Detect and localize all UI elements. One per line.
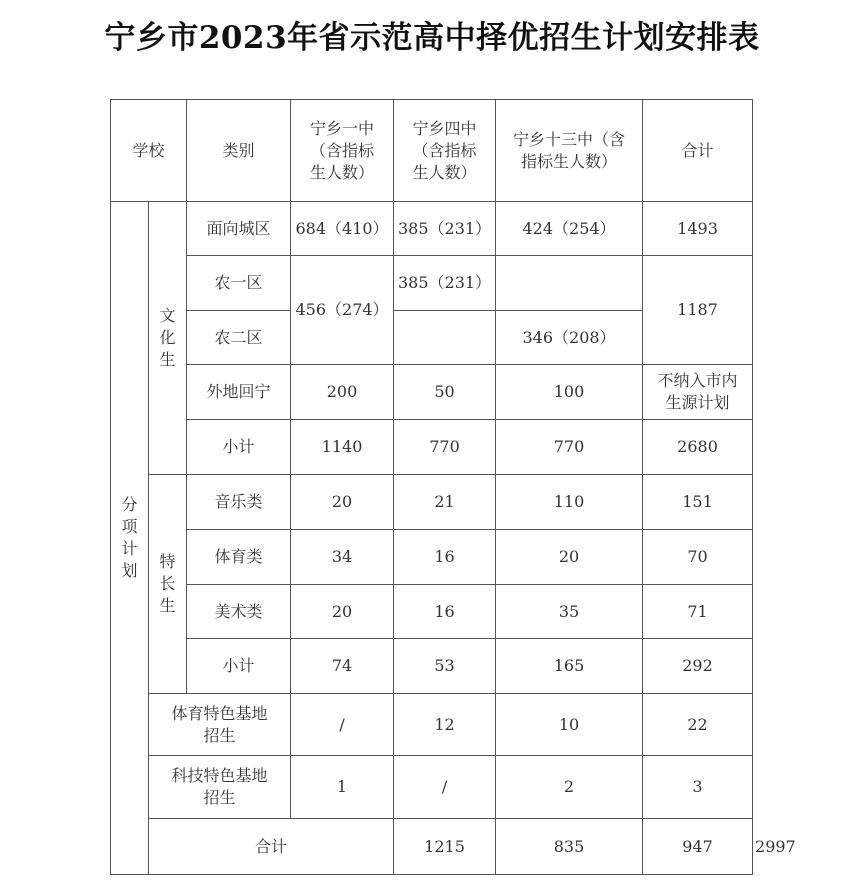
group-culture-char: 生 bbox=[159, 350, 176, 369]
row-label-subtotal: 小计 bbox=[187, 639, 291, 694]
cell-value: 50 bbox=[394, 365, 496, 420]
page-title: 宁乡市2023年省示范高中择优招生计划安排表 bbox=[104, 20, 760, 56]
header-ningxiang-4: 宁乡四中（含指标生人数） bbox=[394, 100, 496, 202]
cell-total: 2680 bbox=[643, 420, 753, 475]
cell-value: 74 bbox=[291, 639, 394, 694]
cell-total: 1493 bbox=[643, 202, 753, 256]
cell-total: 3 bbox=[643, 756, 753, 819]
group-specialty-char: 生 bbox=[159, 596, 176, 615]
cell-total-note: 不纳入市内生源计划 bbox=[643, 365, 753, 420]
group-culture-char: 文 bbox=[159, 306, 176, 325]
table-row bbox=[111, 256, 753, 311]
cell-value-nong-merged: 456（274） bbox=[291, 256, 394, 365]
cell-value: 2 bbox=[496, 756, 643, 819]
cell-value: 770 bbox=[496, 420, 643, 475]
cell-value: 110 bbox=[496, 475, 643, 530]
table-row bbox=[111, 365, 753, 420]
group-culture-students bbox=[149, 202, 187, 475]
cell-value: 385（231） bbox=[394, 256, 496, 311]
row-label-nong1: 农一区 bbox=[187, 256, 291, 311]
header-school: 学校 bbox=[111, 100, 187, 202]
cell-value: 16 bbox=[394, 585, 496, 639]
cell-value: 684（410） bbox=[291, 202, 394, 256]
cell-total: 292 bbox=[643, 639, 753, 694]
cell-value: 835 bbox=[496, 819, 643, 875]
cell-value: 424（254） bbox=[496, 202, 643, 256]
enrollment-plan-table bbox=[110, 99, 796, 875]
row-label-waidi: 外地回宁 bbox=[187, 365, 291, 420]
group-specialty-char: 长 bbox=[159, 574, 176, 593]
row-label-nong2: 农二区 bbox=[187, 311, 291, 365]
header-ningxiang-13: 宁乡十三中（含指标生人数） bbox=[496, 100, 643, 202]
group-sub-plan bbox=[111, 202, 149, 875]
cell-empty bbox=[394, 311, 496, 365]
cell-value: / bbox=[291, 694, 394, 756]
cell-value: 385（231） bbox=[394, 202, 496, 256]
cell-value: 34 bbox=[291, 530, 394, 585]
row-label-subtotal: 小计 bbox=[187, 420, 291, 475]
row-label-sports-base: 体育特色基地招生 bbox=[149, 694, 291, 756]
row-label-sports: 体育类 bbox=[187, 530, 291, 585]
table-row bbox=[111, 420, 753, 475]
cell-value: 16 bbox=[394, 530, 496, 585]
cell-value: 20 bbox=[291, 475, 394, 530]
table-row bbox=[111, 475, 753, 530]
table-row bbox=[111, 585, 753, 639]
cell-total: 151 bbox=[643, 475, 753, 530]
cell-total: 70 bbox=[643, 530, 753, 585]
table-row bbox=[111, 639, 753, 694]
cell-value: 1140 bbox=[291, 420, 394, 475]
header-ningxiang-1: 宁乡一中（含指标生人数） bbox=[291, 100, 394, 202]
row-label-music: 音乐类 bbox=[187, 475, 291, 530]
group-specialty-students bbox=[149, 475, 187, 694]
cell-value: 20 bbox=[291, 585, 394, 639]
row-label-art: 美术类 bbox=[187, 585, 291, 639]
cell-value: 200 bbox=[291, 365, 394, 420]
table-row bbox=[111, 202, 753, 256]
cell-value: 12 bbox=[394, 694, 496, 756]
cell-value: 21 bbox=[394, 475, 496, 530]
group-sub-plan-char: 项 bbox=[121, 517, 138, 536]
cell-total: 71 bbox=[643, 585, 753, 639]
cell-value: 100 bbox=[496, 365, 643, 420]
group-sub-plan-char: 分 bbox=[121, 495, 138, 514]
cell-value: 1215 bbox=[394, 819, 496, 875]
cell-empty bbox=[496, 256, 643, 311]
table-row bbox=[111, 756, 753, 819]
row-label-tech-base: 科技特色基地招生 bbox=[149, 756, 291, 819]
header-row bbox=[111, 100, 753, 202]
header-total: 合计 bbox=[643, 100, 753, 202]
cell-value: 770 bbox=[394, 420, 496, 475]
row-label-grand-total: 合计 bbox=[149, 819, 394, 875]
group-culture-char: 化 bbox=[159, 328, 176, 347]
row-label-city: 面向城区 bbox=[187, 202, 291, 256]
table-row bbox=[111, 530, 753, 585]
group-specialty-char: 特 bbox=[159, 552, 176, 571]
cell-value: 165 bbox=[496, 639, 643, 694]
cell-value: 10 bbox=[496, 694, 643, 756]
cell-value: 35 bbox=[496, 585, 643, 639]
grand-total-row: 合计 1215 835 947 2997 bbox=[111, 819, 753, 875]
cell-total-nong-merged: 1187 bbox=[643, 256, 753, 365]
cell-value: 1 bbox=[291, 756, 394, 819]
cell-value: 20 bbox=[496, 530, 643, 585]
table-row bbox=[111, 694, 753, 756]
group-sub-plan-char: 划 bbox=[121, 561, 138, 580]
cell-value: 947 bbox=[643, 819, 753, 875]
cell-value: / bbox=[394, 756, 496, 819]
group-sub-plan-char: 计 bbox=[121, 539, 138, 558]
cell-value: 346（208） bbox=[496, 311, 643, 365]
cell-value: 53 bbox=[394, 639, 496, 694]
cell-total: 22 bbox=[643, 694, 753, 756]
header-category: 类别 bbox=[187, 100, 291, 202]
